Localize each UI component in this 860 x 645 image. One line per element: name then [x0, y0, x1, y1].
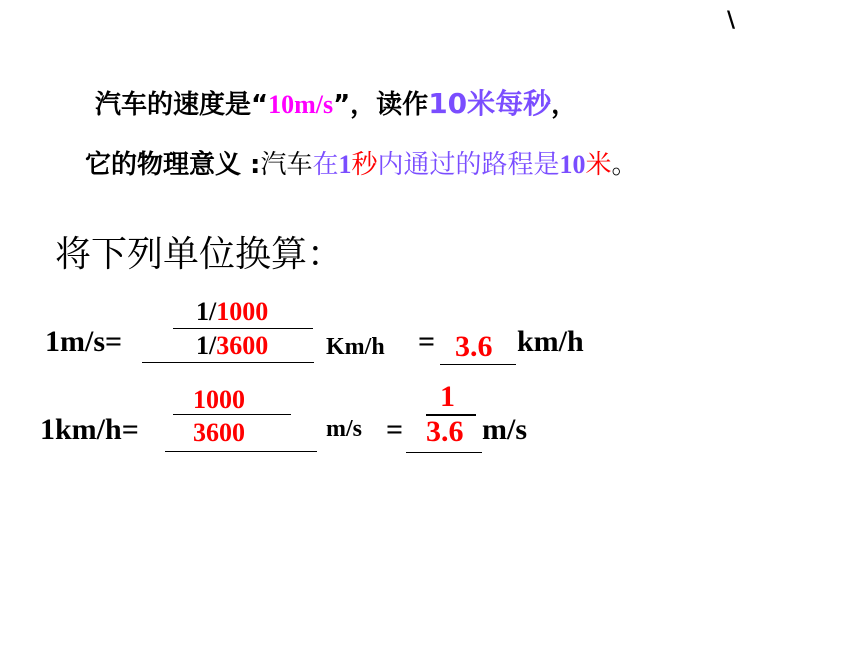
eq1-num-prefix: 1/: [196, 297, 217, 326]
eq1-unit: Km/h: [326, 334, 385, 360]
meaning-t6: 10: [559, 150, 586, 179]
eq2-unit2: m/s: [482, 413, 527, 446]
meaning-t2: 在: [312, 150, 339, 179]
eq1-den-prefix: 1/: [196, 331, 217, 360]
speed-mid: ”，读作: [333, 90, 429, 120]
eq2-ans-den: 3.6: [426, 415, 464, 448]
eq2-equals: =: [386, 413, 404, 446]
eq1-equals: =: [418, 325, 436, 358]
speed-end: ，: [551, 90, 578, 120]
eq2-blank-line: [165, 451, 317, 452]
eq1-num-value: 1000: [216, 297, 269, 326]
meaning-t4: 秒: [351, 150, 378, 179]
speed-sentence: [95, 88, 577, 121]
eq1-left: 1m/s=: [45, 325, 123, 358]
eq2-ans-num: 1: [440, 380, 455, 413]
meaning-label: 它的物理意义 :: [85, 150, 261, 180]
eq2-answer-line: [406, 452, 482, 453]
eq1-answer-line: [440, 364, 516, 365]
speed-prefix: 汽车的速度是“: [95, 90, 269, 120]
eq2-left: 1km/h=: [40, 413, 139, 446]
eq2-frac-den: 3600: [193, 418, 245, 447]
eq1-fraction-bar: [173, 328, 313, 329]
eq1-blank-line: [142, 362, 314, 363]
meaning-t3: 1: [338, 150, 352, 179]
meaning-t5: 内通过的路程是: [377, 150, 560, 179]
meaning-t8: 。: [611, 150, 638, 179]
eq1-unit2: km/h: [517, 325, 584, 358]
eq1-frac-den: [196, 331, 268, 361]
eq1-den-value: 3600: [216, 331, 269, 360]
speed-reading: 10米每秒: [428, 87, 552, 120]
meaning-sentence: [85, 148, 638, 182]
page-heading: 将下列单位换算：: [55, 234, 344, 274]
meaning-t1: 汽车: [260, 150, 313, 179]
speed-value: 10m/s: [268, 90, 334, 119]
stray-mark: \: [727, 8, 736, 33]
eq2-frac-num: 1000: [193, 385, 245, 414]
eq1-answer: 3.6: [455, 330, 493, 363]
meaning-t7: 米: [585, 150, 612, 179]
eq1-frac-num: [196, 297, 268, 327]
eq2-unit: m/s: [326, 416, 362, 442]
